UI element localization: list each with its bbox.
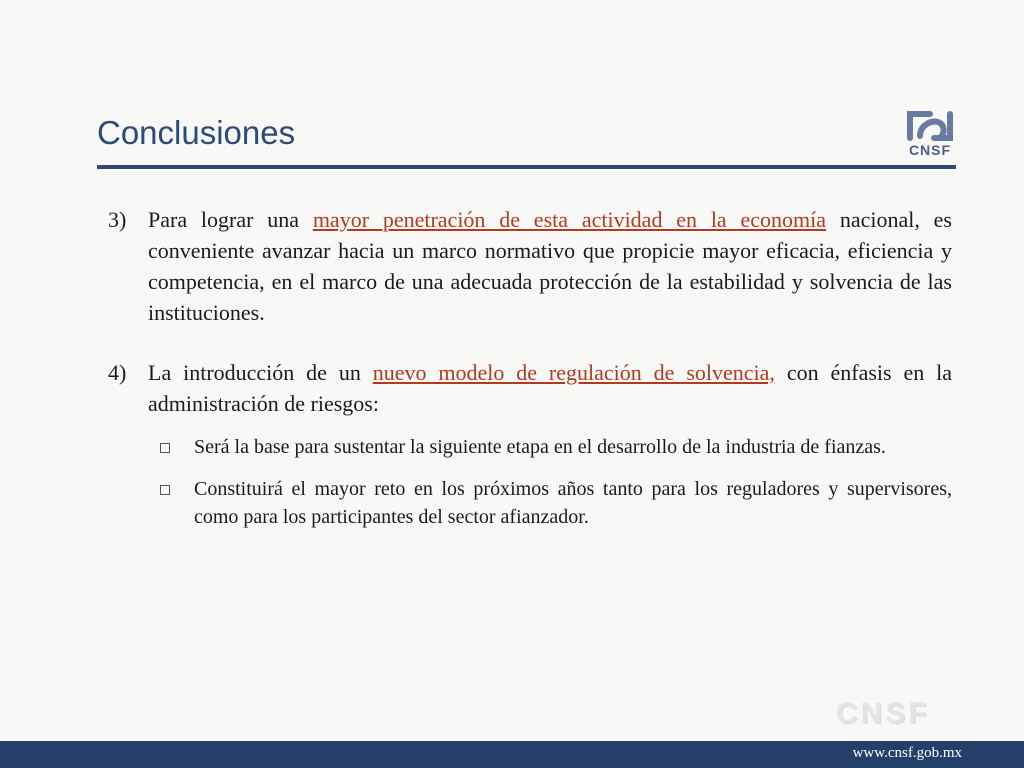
cnsf-watermark: CNSF xyxy=(836,697,930,730)
item-number: 4) xyxy=(108,360,127,385)
logo-wordmark: CNSF xyxy=(908,142,952,158)
sub-item-text: Constituirá el mayor reto en los próximos años tanto para los reguladores y supervisores, como para los participantes del sector afianzador. xyxy=(194,478,952,528)
item-highlight: nuevo modelo de regulación de solvencia, xyxy=(372,360,775,385)
sub-item-text: Será la base para sustentar la siguiente etapa en el desarrollo de la industria de fianzas. xyxy=(194,436,886,458)
item-highlight: mayor penetración de esta actividad en la economía xyxy=(312,207,827,232)
list-item xyxy=(108,357,952,531)
square-bullet-icon xyxy=(160,485,170,495)
list-item xyxy=(108,204,952,328)
item-text-prefix: Para lograr una xyxy=(148,207,313,232)
item-number: 3) xyxy=(108,207,127,232)
square-bullet-icon xyxy=(160,443,170,453)
title-divider xyxy=(97,165,956,169)
footer-url: www.cnsf.gob.mx xyxy=(852,745,962,761)
page-title: Conclusiones xyxy=(97,114,296,151)
sub-list-item xyxy=(108,475,952,531)
conclusions-list xyxy=(108,204,952,531)
item-text-suffix: nacional, es conveniente avanzar hacia un marco normativo que propicie mayor eficacia, eficiencia y competencia, en el marco de una adecuada protección de la estabilidad y solvencia de las instituciones. xyxy=(148,207,952,325)
item-text-prefix: La introducción de un xyxy=(148,360,373,385)
sub-list-item xyxy=(108,433,952,461)
item-text-suffix: con énfasis en la administración de riesgos: xyxy=(148,360,952,416)
footer-bar xyxy=(0,741,1024,768)
